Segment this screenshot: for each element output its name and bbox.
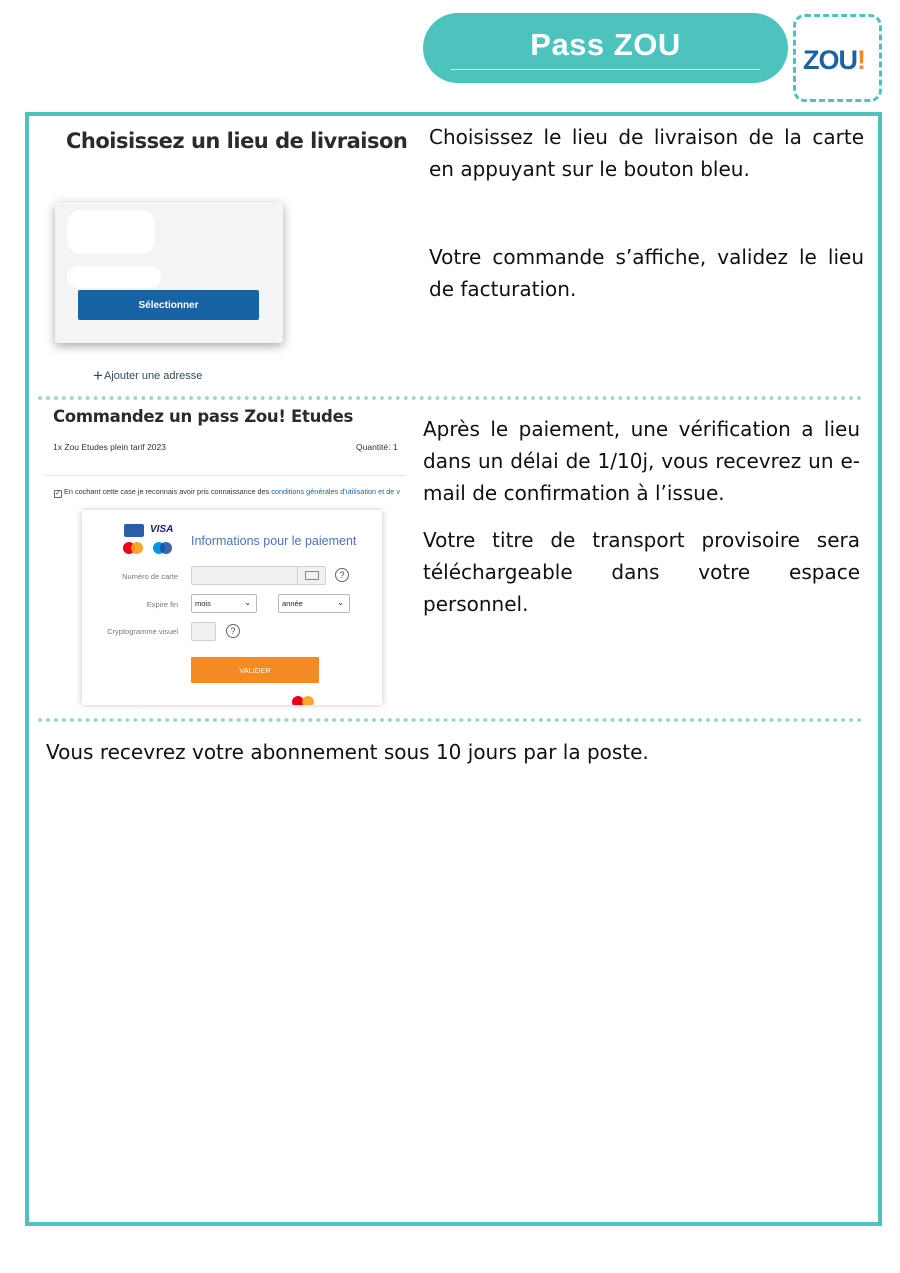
title-underline	[451, 69, 760, 70]
cvv-label: Cryptogramme visuel	[107, 627, 178, 636]
delivery-delay-note: Vous recevrez votre abonnement sous 10 jours par la poste.	[46, 740, 649, 764]
card-number-label: Numéro de carte	[122, 572, 178, 581]
delivery-instruction: Choisissez le lieu de livraison de la carte en appuyant sur le bouton bleu.	[429, 125, 864, 181]
select-address-button[interactable]: Sélectionner	[78, 290, 259, 320]
add-address-link[interactable]	[93, 366, 202, 386]
add-address-label: Ajouter une adresse	[103, 370, 203, 382]
expiry-label: Expire fin	[146, 600, 178, 609]
expiry-month-select[interactable]	[191, 594, 257, 613]
address-card	[55, 202, 283, 343]
expiry-year-value: année	[282, 599, 303, 608]
redacted-address-1	[67, 210, 155, 254]
page-title: Pass ZOU	[530, 27, 681, 62]
chevron-down-icon: ⌄	[337, 598, 344, 607]
valider-button[interactable]: VALIDER	[191, 657, 319, 683]
header-pill	[423, 13, 788, 83]
card-number-help-icon[interactable]: ?	[335, 568, 349, 582]
section-divider-1	[38, 396, 862, 400]
expiry-month-value: mois	[195, 599, 211, 608]
maestro-icon-right	[160, 542, 172, 554]
verification-instruction: Après le paiement, une vérification a lieu dans un délai de 1/10j, vous recevrez un e-mail de confirmation à l’issue.	[423, 417, 860, 505]
cgu-text: En cochant cette case je reconnais avoir pris connaissance des	[64, 487, 270, 496]
credit-card-icon	[305, 571, 319, 580]
plus-icon: +	[93, 366, 103, 385]
card-icon-slot	[297, 567, 325, 584]
payment-title: Informations pour le paiement	[191, 534, 357, 548]
order-separator	[44, 475, 405, 476]
chevron-down-icon: ⌄	[244, 598, 251, 607]
order-screenshot-title: Commandez un pass Zou! Etudes	[53, 407, 353, 426]
order-quantity: Quantité: 1	[356, 442, 398, 452]
logo-wordmark	[803, 45, 865, 76]
checkbox-checked-icon[interactable]: ✓	[55, 490, 61, 497]
zou-logo	[793, 14, 882, 102]
mastercard-footer-icon-right	[302, 696, 314, 705]
payment-form	[82, 510, 382, 705]
billing-instruction: Votre commande s’affiche, validez le lieu de facturation.	[429, 245, 864, 301]
cgu-checkbox-row[interactable]	[54, 487, 405, 498]
delivery-screenshot-title: Choisissez un lieu de livraison	[66, 129, 408, 153]
download-instruction: Votre titre de transport provisoire sera téléchargeable dans votre espace personnel.	[423, 528, 860, 616]
logo-word: ZOU	[803, 45, 857, 75]
card-number-input[interactable]	[191, 566, 326, 585]
cvv-help-icon[interactable]: ?	[226, 624, 240, 638]
cvv-input[interactable]	[191, 622, 216, 641]
order-item: 1x Zou Etudes plein tarif 2023	[53, 442, 166, 452]
visa-icon: VISA	[150, 524, 174, 535]
expiry-year-select[interactable]	[278, 594, 350, 613]
logo-exclamation: !	[857, 45, 865, 75]
mastercard-icon-right	[131, 542, 143, 554]
cb-card-icon	[124, 524, 144, 537]
cgu-link[interactable]: conditions générales d'utilisation et de v	[271, 487, 401, 496]
redacted-address-2	[67, 266, 161, 288]
section-divider-2	[38, 718, 862, 722]
